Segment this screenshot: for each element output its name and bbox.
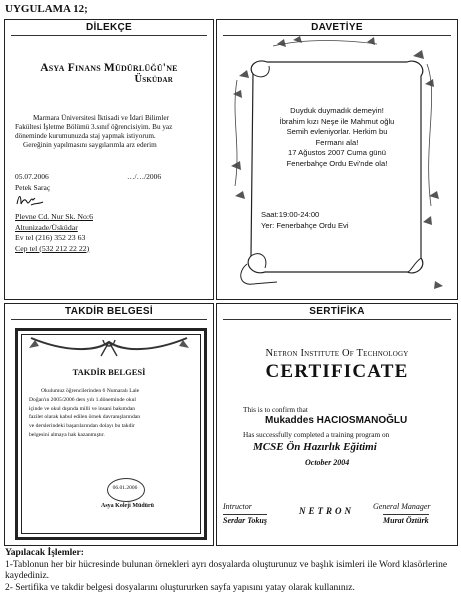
invitation-panel <box>216 19 458 300</box>
phone-cell: Cep tel (532 212 22 22) <box>15 243 90 253</box>
manager-role: General Manager <box>373 502 431 511</box>
petition-panel <box>4 19 214 300</box>
message-line: Semih evleniyorlar. Herkim bu <box>286 127 388 136</box>
confirm-text: This is to confirm that <box>243 405 308 414</box>
petition-date-blank: …/…/2006 <box>127 172 162 181</box>
instruction-1: 1-Tablonun her bir hücresinde bulunan örnekleri ayrı dosyalarda oluşturunuz ve başlık isimleri ile Word klasörlerine kaydediniz. <box>5 559 448 581</box>
instruction-2: 2- Sertifika ve takdir belgesi dosyalarını oluştururken sayfa yapısını yatay olarak kullanınız. <box>5 582 355 593</box>
merit-line: ve derslerindeki başarılarından dolayı bu takdir <box>29 423 135 430</box>
body-line: Marmara Üniversitesi İktisadi ve İdari Bilimler <box>33 114 169 122</box>
petition-name: Petek Saraç <box>15 183 51 192</box>
certificate-panel-title: SERTİFİKA <box>309 306 365 317</box>
address-line: Plevne Cd. Nur Sk. No:6 <box>15 212 93 221</box>
instructions <box>5 548 460 594</box>
certificate-date: October 2004 <box>305 458 350 467</box>
instructor-role: Intructor <box>223 502 252 511</box>
manager-name: Murat Öztürk <box>383 516 429 525</box>
seal-date: 06.01.2006 <box>112 485 138 491</box>
merit-body <box>29 387 191 440</box>
recipient-line-2: Üsküdar <box>134 74 173 85</box>
certificate-of-merit-panel <box>4 303 214 546</box>
invitation-place: Yer: Fenerbahçe Ordu Evi <box>261 221 349 230</box>
certificate-heading: CERTIFICATE <box>265 361 409 382</box>
invitation-title: DAVETİYE <box>311 22 363 33</box>
signature-image <box>15 192 45 208</box>
divider <box>223 319 451 320</box>
recipient-line-1: Asya Finans Müdürlüğü'ne <box>40 62 178 74</box>
completed-text: Has successfully completed a training program on <box>243 430 390 439</box>
invitation-time: Saat:19:00-24:00 <box>261 210 320 219</box>
message-line: İbrahim kızı Neşe ile Mahmut oğlu <box>279 116 395 126</box>
body-line: döneminde kurumunuzda staj yapmak istiyorum. <box>15 132 156 140</box>
body-line: Fakültesi İşletme Bölümü 3.sınıf öğrencisiyim. Bu yaz <box>15 123 173 131</box>
phone-home: Ev tel (216) 352 23 63 <box>15 233 86 242</box>
certificate-panel <box>216 303 458 546</box>
petition-body <box>15 114 209 150</box>
program-name: MCSE Ön Hazırlık Eğitimi <box>253 441 377 453</box>
institute-name: Netron Institute Of Technology <box>265 348 409 359</box>
message-line: Fenerbahçe Ordu Evi'nde ola! <box>286 158 388 168</box>
merit-title: TAKDİR BELGESİ <box>65 306 153 317</box>
message-line: Fermanı ala! <box>315 137 359 147</box>
address-line: Altunizade/Üsküdar <box>15 222 78 232</box>
merit-line: Okulumuz öğrencilerinden 6 Numaralı Lale <box>41 388 140 394</box>
merit-line: fazilet olarak kabul edilen örnek davranışlarından <box>29 414 141 421</box>
petition-address <box>15 212 93 254</box>
recipient-name: Mukaddes HACIOSMANOĞLU <box>265 415 408 426</box>
merit-inner-title: TAKDİR BELGESİ <box>72 367 146 377</box>
merit-line: Doğan'ın 2005/2006 ders yılı 1.döneminde okul <box>29 396 136 403</box>
page-heading: UYGULAMA 12; <box>5 3 88 15</box>
message-line: Duyduk duymadık demeyin! <box>290 106 384 115</box>
body-line: Gereğinin yapılmasını saygılarımla arz ederim <box>23 141 157 149</box>
instructor-name: Serdar Tokuş <box>223 516 267 525</box>
divider <box>11 35 207 36</box>
netron-logo: NETRON <box>299 506 355 516</box>
merit-line: belgesini almaya hak kazanmıştır. <box>29 431 105 438</box>
message-line: 17 Ağustos 2007 Cuma günü <box>288 148 386 157</box>
petition-recipient <box>5 62 213 85</box>
petition-title: DİLEKÇE <box>86 22 132 33</box>
invitation-message <box>257 106 417 169</box>
divider <box>11 319 207 320</box>
merit-signer: Asya Koleji Müdürü <box>101 503 155 509</box>
instructions-title: Yapılacak İşlemler: <box>5 548 84 558</box>
petition-date: 05.07.2006 <box>15 172 49 181</box>
ribbon-decoration <box>25 334 193 360</box>
merit-line: içinde ve okul dışında milli ve insani bakımdan <box>29 405 136 412</box>
